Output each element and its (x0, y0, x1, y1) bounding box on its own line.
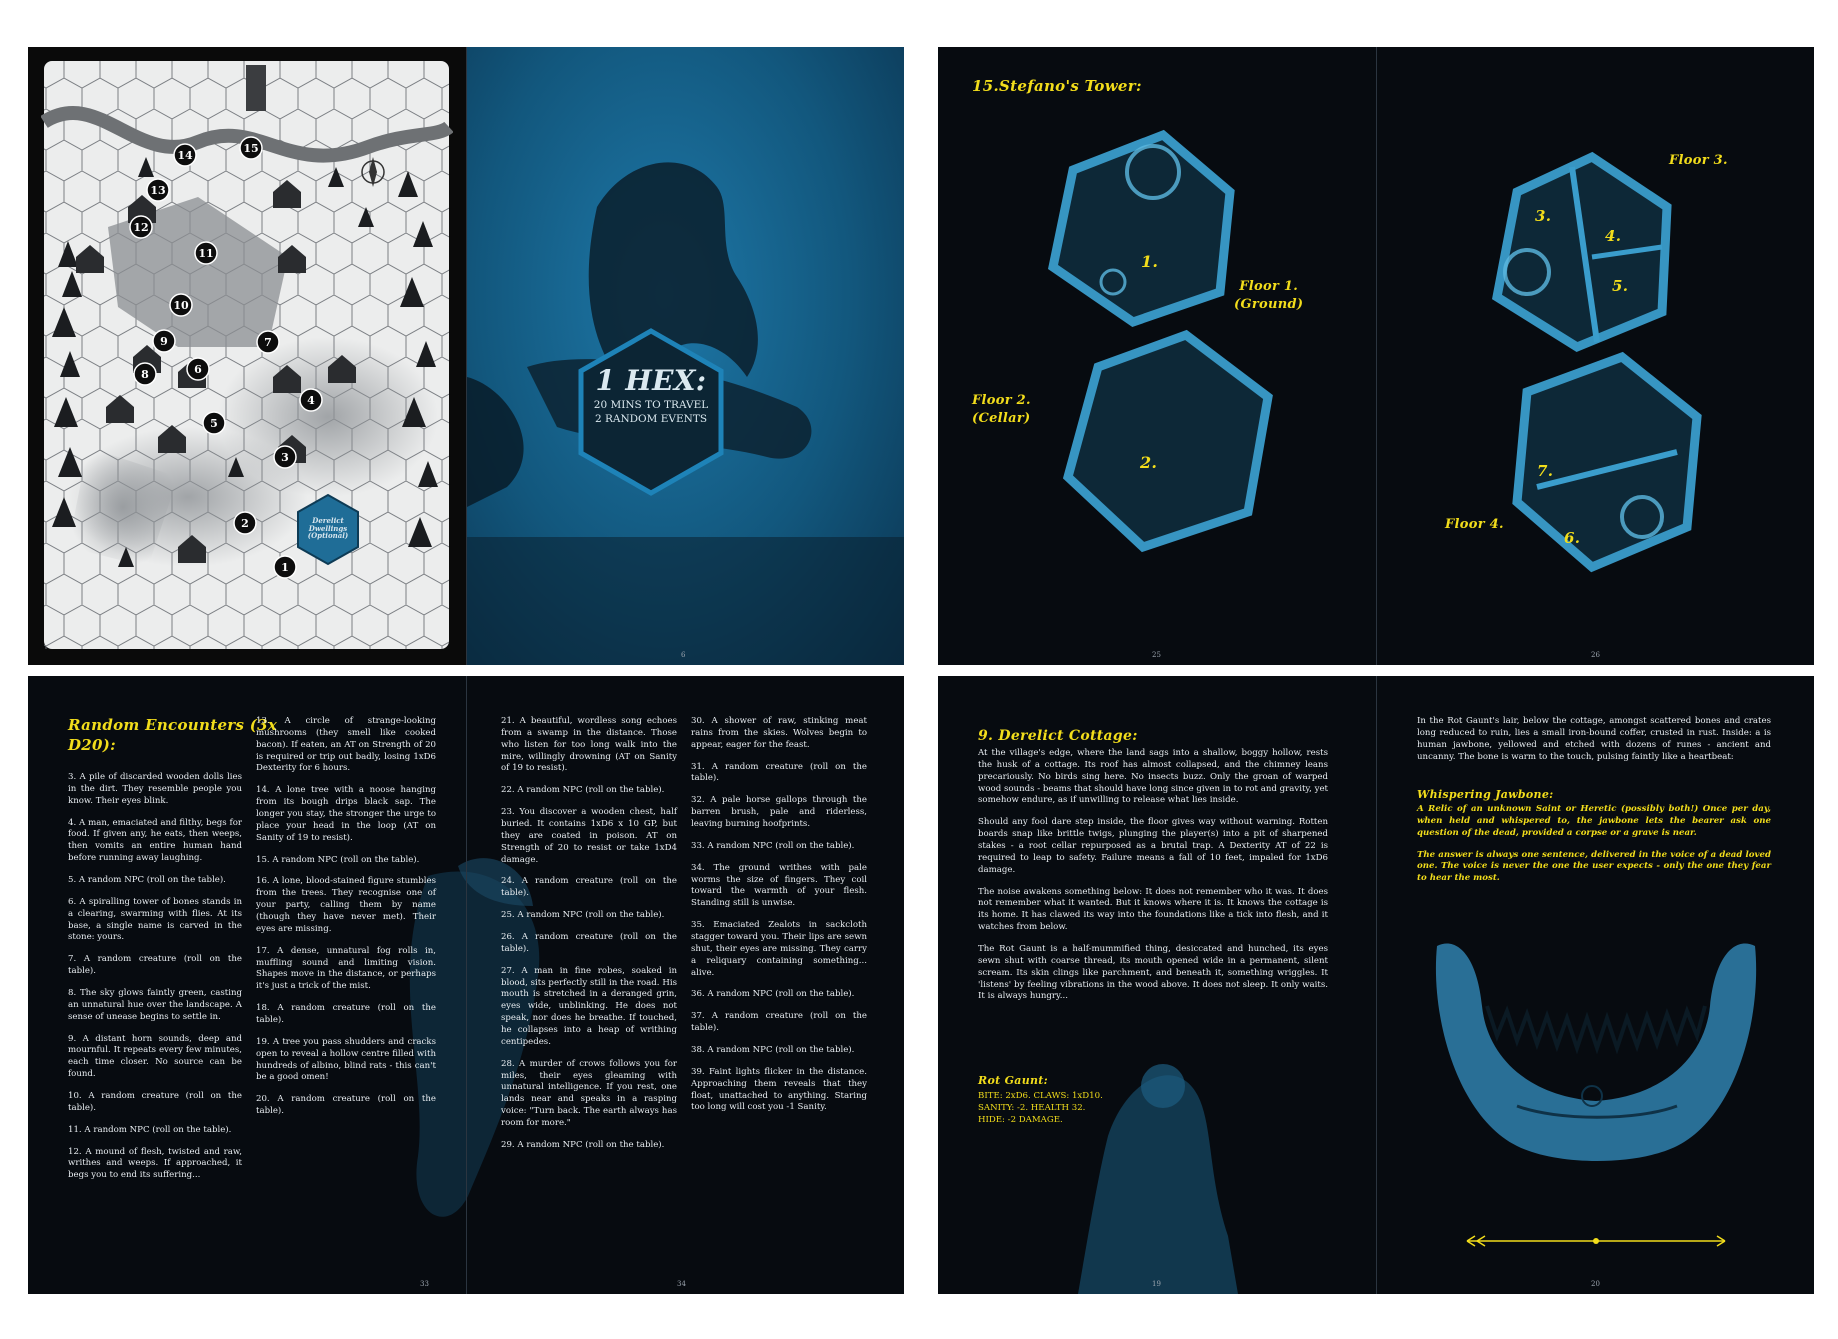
floor-2-label (972, 392, 1031, 428)
tower-title: 15.Stefano's Tower: (972, 77, 1142, 95)
encounter-entry: 10. A random creature (roll on the table). (68, 1091, 242, 1113)
encounter-entry: 38. A random NPC (roll on the table). (691, 1045, 855, 1056)
page-cottage-left (938, 676, 1376, 1294)
page-tower-right (1376, 47, 1814, 665)
stat-line: HIDE: -2 DAMAGE. (978, 1115, 1063, 1126)
cottage-title: 9. Derelict Cottage: (978, 728, 1138, 744)
encounter-entry: 36. A random NPC (roll on the table). (691, 989, 855, 1000)
encounter-entry: 16. A lone, blood-stained figure stumbles from the trees. They recognise one of your party, calling them by name (though they have never met). Their eyes are missing. (256, 876, 436, 934)
hex-title: 1 HEX: (595, 364, 707, 397)
map-marker-label: 12 (133, 221, 149, 234)
encounters-col-3 (501, 716, 677, 1162)
spread-map (28, 47, 904, 665)
lair-intro-text: In the Rot Gaunt's lair, below the cottage, amongst scattered bones and crates long reduced to ruin, lies a small iron-bound coffer, crusted in rust. Inside: a is human jawbone, yellowed and etched with dozens of runes - ancient and uncanny. The bone is warm to the touch, pulsing faintly like a heartbeat: (1417, 716, 1771, 762)
page-hex-cover (466, 47, 904, 665)
encounter-entry: 30. A shower of raw, stinking meat rains from the skies. Wolves begin to appear, eager for the feast. (691, 716, 867, 750)
map-marker-label: 11 (198, 247, 214, 260)
village-hex-map (28, 47, 466, 665)
encounter-entry: 37. A random creature (roll on the table). (691, 1011, 867, 1034)
map-marker-label: 15 (243, 142, 259, 155)
spread-encounters (28, 676, 904, 1294)
encounter-entry: 26. A random creature (roll on the table). (501, 932, 677, 954)
encounter-entry: 11. A random NPC (roll on the table). (68, 1124, 232, 1135)
encounter-entry: 4. A man, emaciated and filthy, begs for food. If given any, he eats, then weeps, then vomits an entire human hand before running away laughing. (68, 817, 242, 864)
map-marker-label: 8 (141, 368, 149, 381)
cottage-body (978, 748, 1328, 1013)
encounter-entry: 39. Faint lights flicker in the distance. Approaching them reveals that they float, unattached to anything. Staring too long will cost you -1 Sanity. (691, 1066, 867, 1113)
map-marker-label: 14 (177, 149, 193, 162)
encounter-entry: 12. A mound of flesh, twisted and raw, writhes and weeps. If approached, it begs you to end its suffering... (68, 1146, 242, 1181)
encounter-entry: 25. A random NPC (roll on the table). (501, 910, 665, 921)
map-marker-label: 5 (210, 417, 218, 430)
encounters-col-1 (68, 772, 242, 1192)
heading-line-1: Random Encounters (3x (68, 716, 278, 734)
room-6: 6. (1564, 529, 1581, 547)
cottage-paragraph: The Rot Gaunt is a half-mummified thing, desiccated and hunched, its eyes sewn shut with coarse thread, its mouth opened wide in a permanent, silent scream. Its skin clings like parchment, and beneath it, something wriggles. It 'listens' by feeling vibrations in the wood above. It does not sleep. It only waits. It is always hungry... (978, 944, 1328, 1002)
cottage-paragraph: The noise awakens something below: It does not remember who it was. It does not remember what it wanted. But it knows where it is. It knows the cottage is its home. It has clawed its way into the foundations like a tick into flesh, and it watches from below. (978, 886, 1328, 933)
floor-4-label: Floor 4. (1445, 517, 1504, 532)
encounter-entry: 8. The sky glows faintly green, casting an unnatural hue over the landscape. A sense of unease begins to settle in. (68, 988, 242, 1022)
encounter-entry: 14. A lone tree with a noose hanging from its bough drips black sap. The longer you stay, the stronger the urge to place your head in the loop (AT on Sanity of 19 to resist). (256, 785, 436, 843)
stat-title: Rot Gaunt: (978, 1074, 1049, 1087)
page-number: 25 (1152, 651, 1161, 659)
floor-1-label-b: (Ground) (1234, 297, 1304, 313)
page-map (28, 47, 466, 665)
encounter-entry: 18. A random creature (roll on the table). (256, 1003, 436, 1026)
room-5: 5. (1612, 277, 1629, 295)
page-encounters-right (466, 676, 904, 1294)
map-marker-label: 6 (194, 363, 202, 376)
relic-paragraph-2: The answer is always one sentence, delivered in the voice of a dead loved one. The voice is never the one the user expects - only the one they fear to hear the most. (1417, 849, 1771, 884)
encounter-entry: 13. A circle of strange-looking mushrooms (they smell like cooked bacon). If eaten, an AT on Strength of 20 is required or trip out badly, losing 1xD6 Dexterity for 6 hours. (256, 716, 436, 774)
map-marker-label: 1 (281, 561, 289, 574)
encounter-entry: 9. A distant horn sounds, deep and mournful. It repeats every few minutes, each time closer. No source can be found. (68, 1033, 242, 1080)
encounter-entry: 6. A spiralling tower of bones stands in a clearing, swarming with flies. At its base, a single name is carved in the stone: yours. (68, 896, 242, 943)
spread-tower (938, 47, 1814, 665)
page-number: 19 (1152, 1280, 1161, 1288)
page-number: 20 (1591, 1280, 1600, 1288)
relic-paragraph-1: A Relic of an unknown Saint or Heretic (possibly both!) Once per day, when held and whispered to, the jawbone lets the bearer ask one question of the dead, provided a corpse or a grave is near. (1417, 804, 1771, 838)
page-number: 6 (681, 651, 686, 659)
encounter-entry: 15. A random NPC (roll on the table). (256, 854, 420, 865)
encounter-entry: 7. A random creature (roll on the table). (68, 954, 242, 977)
heading-line-2: D20): (68, 735, 117, 754)
page-encounters-left (28, 676, 466, 1294)
encounter-entry: 19. A tree you pass shudders and cracks open to reveal a hollow centre filled with hundreds of albino, blind rats - this can't be a good omen! (256, 1036, 436, 1083)
encounter-entry: 21. A beautiful, wordless song echoes from a swamp in the distance. Those who listen for too long walk into the mire, willingly drowning (AT on Sanity of 19 to resist). (501, 716, 677, 774)
page-number: 26 (1591, 651, 1600, 659)
cottage-paragraph: At the village's edge, where the land sags into a shallow, boggy hollow, rests the husk of a cottage. Its roof has almost collapsed, and the chimney leans precariously. No birds sing here. No insects buzz. Only the groan of warped wood sounds - beams that should have long since given in to rot and gravity, yet somehow endure, as if unwilling to release what lies inside. (978, 748, 1328, 806)
encounter-entry: 17. A dense, unnatural fog rolls in, muffling sound and limiting vision. Shapes move in the distance, or perhaps it's just a trick of the mist. (256, 945, 436, 992)
encounter-entry: 3. A pile of discarded wooden dolls lies in the dirt. They resemble people you know. Their eyes blink. (68, 772, 242, 806)
page-tower-left (938, 47, 1376, 665)
floor-plans-left (938, 47, 1376, 665)
encounter-entry: 33. A random NPC (roll on the table). (691, 840, 855, 851)
map-marker-label: 10 (173, 299, 189, 312)
room-3: 3. (1535, 207, 1552, 225)
stat-block (978, 1090, 1103, 1126)
encounter-entry: 27. A man in fine robes, soaked in blood, sits perfectly still in the road. His mouth is stretched in a deranged grin, eyes wide, unblinking. He does not speak, nor does he breathe. If touched, he collapses into a heap of writhing centipedes. (501, 965, 677, 1047)
room-4: 4. (1605, 227, 1622, 245)
encounter-entry: 34. The ground writhes with pale worms the size of fingers. They coil toward the warmth of your flesh. Standing still is unwise. (691, 862, 867, 909)
map-marker-label: 13 (150, 184, 166, 197)
encounter-entry: 32. A pale horse gallops through the barren brush, pale and riderless, leaving burning hoofprints. (691, 795, 867, 830)
encounter-entry: 23. You discover a wooden chest, half buried. It contains 1xD6 x 10 GP, but they are coated in poison. AT on Strength of 20 to resist or take 1xD4 damage. (501, 807, 677, 865)
floor-2-label-a: Floor 2. (972, 393, 1031, 408)
floor-1-label (1234, 278, 1303, 314)
page-number: 34 (677, 1280, 686, 1288)
stat-line: SANITY: -2. HEALTH 32. (978, 1103, 1086, 1114)
encounters-col-4 (691, 716, 867, 1124)
map-marker-label: 9 (160, 335, 168, 348)
map-marker-label: 2 (241, 517, 249, 530)
floor-2-label-b: (Cellar) (972, 411, 1031, 427)
floor-plans-right (1377, 47, 1814, 665)
hex-line-1: 20 MINS TO TRAVEL (593, 399, 709, 411)
encounters-heading (68, 716, 277, 755)
floor-3-label: Floor 3. (1669, 153, 1728, 168)
hex-badge-text (571, 364, 731, 425)
encounter-entry: 20. A random creature (roll on the table). (256, 1094, 436, 1117)
relic-title: Whispering Jawbone: (1417, 788, 1554, 801)
encounter-entry: 5. A random NPC (roll on the table). (68, 875, 226, 886)
page-number: 33 (420, 1280, 429, 1288)
encounter-entry: 22. A random NPC (roll on the table). (501, 785, 665, 796)
room-7: 7. (1537, 462, 1554, 480)
encounter-entry: 28. A murder of crows follows you for miles, their eyes gleaming with unnatural intelligence. If you rest, one lands near and speaks in a rasping voice: "Turn back. The earth always has room for more." (501, 1058, 677, 1129)
encounter-entry: 24. A random creature (roll on the table). (501, 876, 677, 899)
floor-1-label-a: Floor 1. (1239, 279, 1299, 294)
map-marker-label: 4 (307, 394, 315, 407)
encounter-entry: 29. A random NPC (roll on the table). (501, 1139, 665, 1150)
encounter-entry: 31. A random creature (roll on the table). (691, 761, 867, 784)
spread-cottage (938, 676, 1814, 1294)
room-2: 2. (1140, 453, 1158, 472)
encounter-entry: 35. Emaciated Zealots in sackcloth stagger toward you. Their lips are sewn shut, their eyes are missing. They carry a reliquary containing something... alive. (691, 920, 867, 978)
page-cottage-right (1376, 676, 1814, 1294)
stat-line: BITE: 2xD6. CLAWS: 1xD10. (978, 1091, 1103, 1101)
jawbone-illustration (1377, 676, 1814, 1294)
encounters-col-2 (256, 716, 436, 1128)
room-1: 1. (1141, 252, 1159, 271)
map-marker-label: 7 (264, 336, 272, 349)
cottage-paragraph: Should any fool dare step inside, the floor gives way without warning. Rotten boards snap like brittle twigs, plunging the player(s) into a pit of sharpened stakes - a root cellar repurposed as a brutal trap. A Dexterity AT of 22 is required to leap to safety. Failure means a fall of 10 feet, impaled for 1xD6 damage. (978, 817, 1328, 875)
hex-line-2: 2 RANDOM EVENTS (594, 413, 708, 425)
map-legend-label: Derelict Dwellings (Optional) (307, 516, 349, 541)
map-marker-label: 3 (281, 451, 289, 464)
